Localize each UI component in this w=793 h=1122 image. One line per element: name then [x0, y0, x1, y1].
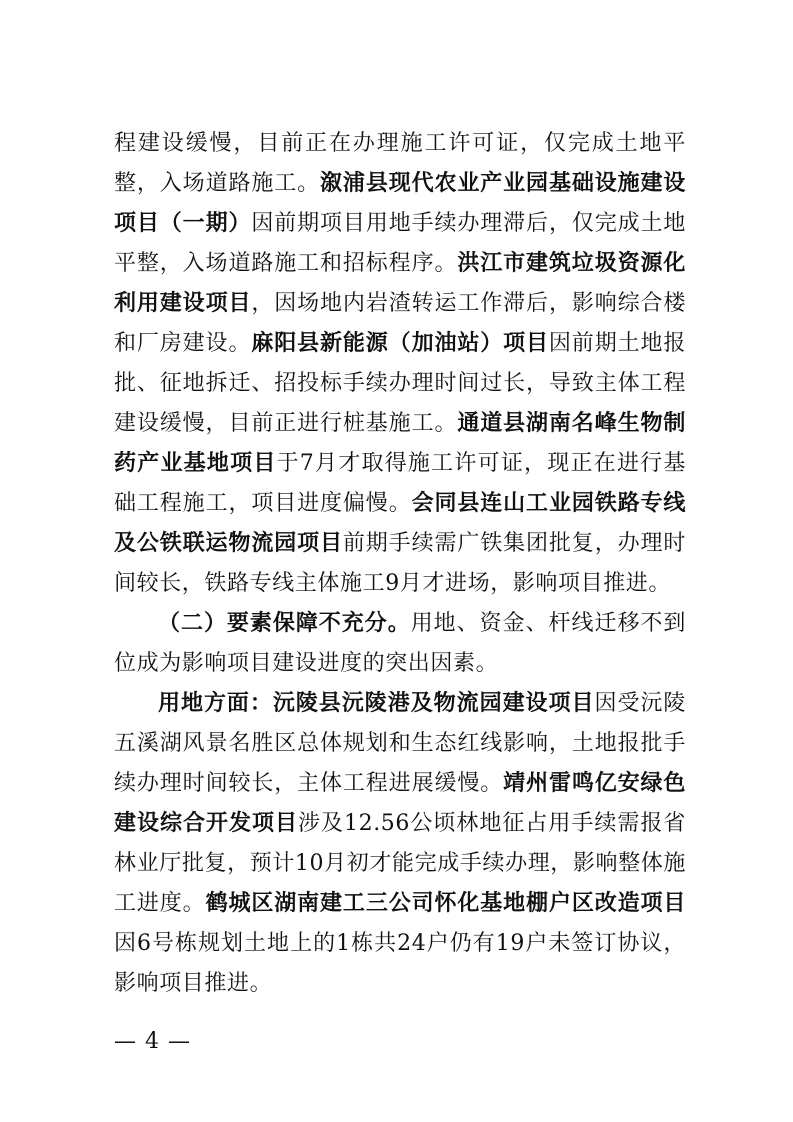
- text-run: 涉及12.56公顷林地征占用手续需报省林业厅批复，预计10月初才能完成手续办理，影响整体施工进度。: [114, 811, 686, 916]
- text-run: 前期手续需广铁集团批复，办理时间较长，铁路专线主体施工9月才进场，影响项目推进。: [114, 531, 686, 596]
- text-run: 于7月才取得施工许可证，现正在进行基础工程施工，项目进度偏慢。: [114, 451, 686, 516]
- body-text: [114, 124, 686, 1004]
- project-name: 靖州雷鸣亿安绿色建设综合开发项目: [114, 771, 686, 836]
- page-number: — 4 —: [114, 1029, 191, 1054]
- paragraph-land-use: [114, 684, 686, 1004]
- section-heading: （二）要素保障不充分。: [158, 611, 411, 636]
- project-name: 鹤城区湖南建工三公司怀化基地棚户区改造项目: [205, 891, 686, 916]
- project-name: 会同县连山工业园铁路专线及公铁联运物流园项目: [114, 491, 686, 556]
- project-name: 麻阳县新能源（加油站）项目: [251, 331, 549, 356]
- project-name: 用地方面：沅陵县沅陵港及物流园建设项目: [158, 691, 595, 716]
- paragraph-project-delays: [114, 124, 686, 604]
- text-run: 用地、资金、杆线迁移不到位成为影响项目建设进度的突出因素。: [114, 611, 686, 676]
- project-name: 洪江市建筑垃圾资源化利用建设项目: [114, 251, 686, 316]
- project-name: 通道县湖南名峰生物制药产业基地项目: [114, 411, 686, 476]
- text-run: 因前期土地报批、征地拆迁、招投标手续办理时间过长，导致主体工程建设缓慢，目前正进行桩基施工。: [114, 331, 686, 436]
- text-run: 程建设缓慢，目前正在办理施工许可证，仅完成土地平整，入场道路施工。: [114, 131, 686, 196]
- paragraph-section-heading: [114, 604, 686, 684]
- text-run: 因前期项目用地手续办理滞后，仅完成土地平整，入场道路施工和招标程序。: [114, 211, 686, 276]
- project-name: 溆浦县现代农业产业园基础设施建设项目（一期）: [114, 171, 686, 236]
- text-run: 因受沅陵五溪湖风景名胜区总体规划和生态红线影响，土地报批手续办理时间较长，主体工程进展缓慢。: [114, 691, 687, 796]
- text-run: ，因场地内岩渣转运工作滞后，影响综合楼和厂房建设。: [114, 291, 686, 356]
- text-run: 因6号栋规划土地上的1栋共24户仍有19户未签订协议，影响项目推进。: [114, 931, 686, 996]
